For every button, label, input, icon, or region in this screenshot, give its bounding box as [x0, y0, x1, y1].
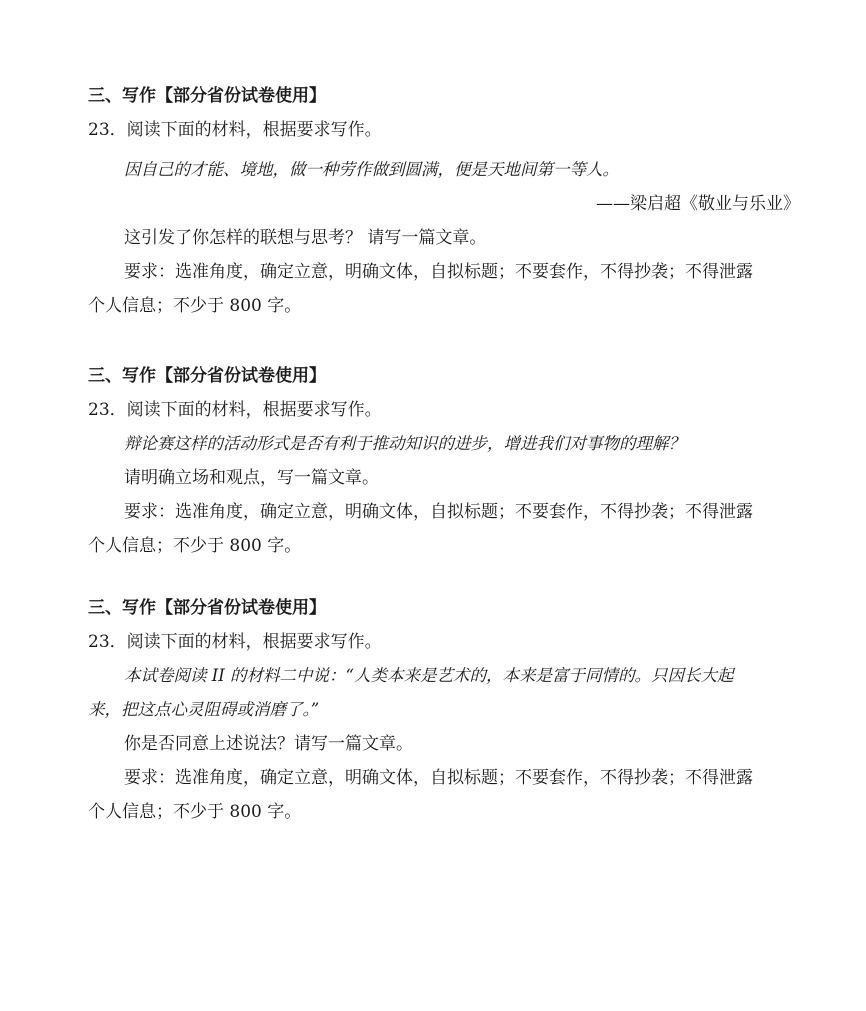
- question-text: 请明确立场和观点，写一篇文章。: [124, 468, 379, 488]
- material-text-line-2: 来，把这点心灵阻碍或消磨了。”: [88, 700, 320, 719]
- requirement-line-1: 要求：选准角度，确定立意，明确文体，自拟标题；不要套作，不得抄袭；不得泄露: [124, 768, 753, 788]
- material-text-line-1: 本试卷阅读 II 的材料二中说：“人类本来是艺术的，本来是富于同情的。只因长大起: [124, 666, 734, 685]
- requirement-line-2: 个人信息；不少于 800 字。: [88, 296, 302, 316]
- material-attribution: ——梁启超《敬业与乐业》: [596, 194, 800, 214]
- section-heading: 三、写作【部分省份试卷使用】: [88, 366, 326, 386]
- question-prompt: 23．阅读下面的材料，根据要求写作。: [88, 400, 382, 420]
- requirement-line-2: 个人信息；不少于 800 字。: [88, 536, 302, 556]
- material-text: 因自己的才能、境地，做一种劳作做到圆满，便是天地间第一等人。: [124, 160, 619, 179]
- section-heading: 三、写作【部分省份试卷使用】: [88, 598, 326, 618]
- material-text: 辩论赛这样的活动形式是否有利于推动知识的进步，增进我们对事物的理解？: [124, 434, 685, 453]
- requirement-line-1: 要求：选准角度，确定立意，明确文体，自拟标题；不要套作，不得抄袭；不得泄露: [124, 502, 753, 522]
- question-prompt: 23．阅读下面的材料，根据要求写作。: [88, 632, 382, 652]
- question-text: 这引发了你怎样的联想与思考？ 请写一篇文章。: [124, 228, 487, 248]
- requirement-line-2: 个人信息；不少于 800 字。: [88, 802, 302, 822]
- writing-section-1: [88, 84, 810, 318]
- writing-section-3: [88, 596, 810, 824]
- requirement-line-1: 要求：选准角度，确定立意，明确文体，自拟标题；不要套作，不得抄袭；不得泄露: [124, 262, 753, 282]
- writing-section-2: [88, 364, 810, 558]
- question-prompt: 23．阅读下面的材料，根据要求写作。: [88, 120, 382, 140]
- question-text: 你是否同意上述说法？请写一篇文章。: [124, 734, 413, 754]
- section-heading: 三、写作【部分省份试卷使用】: [88, 86, 326, 106]
